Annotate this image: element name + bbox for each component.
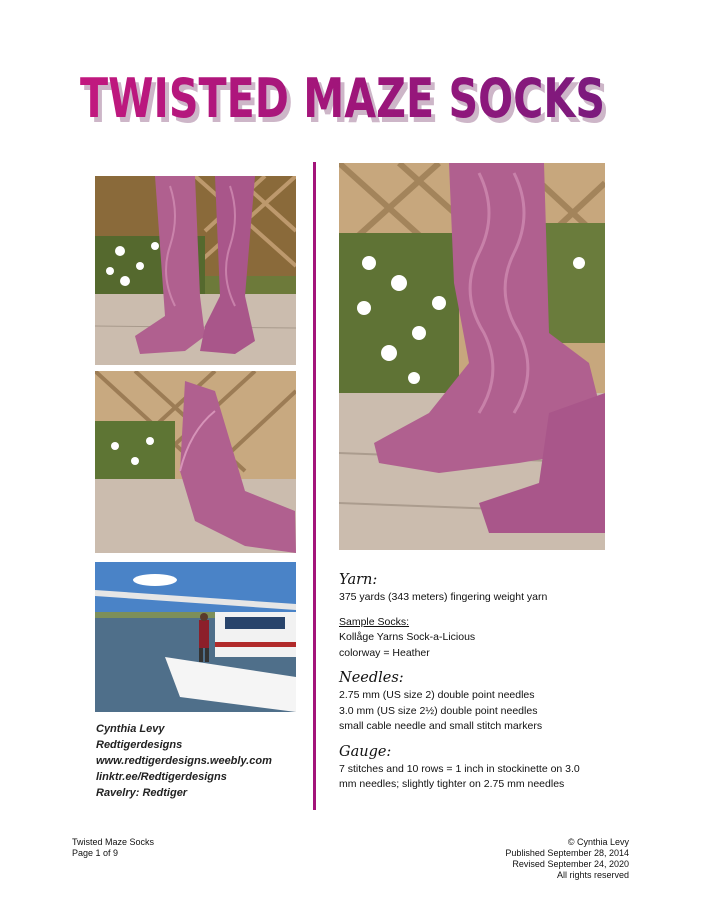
sample-socks-heading: Sample Socks:	[339, 615, 410, 628]
yarn-section	[339, 571, 609, 661]
photo-sock-heel	[95, 371, 296, 553]
photo-floatplane	[95, 562, 296, 712]
footer-published: Published September 28, 2014	[505, 848, 629, 858]
footer-right	[505, 837, 629, 881]
sample-yarn-line: Kollåge Yarns Sock-a-Licious	[339, 631, 476, 643]
photo-pair-of-socks	[95, 176, 296, 365]
svg-text:TWISTED MAZE SOCKS: TWISTED MAZE SOCKS	[84, 72, 609, 135]
needles-line-2: 3.0 mm (US size 2½) double point needles	[339, 704, 538, 717]
yarn-heading: Yarn:	[339, 572, 378, 588]
footer-rights: All rights reserved	[556, 870, 629, 880]
footer-revised: Revised September 24, 2020	[512, 859, 629, 869]
gauge-line-2: mm needles; slightly tighter on 2.75 mm needles	[339, 778, 565, 790]
yarn-text: 375 yards (343 meters) fingering weight yarn	[339, 591, 548, 603]
needles-line-1: 2.75 mm (US size 2) double point needles	[339, 689, 535, 701]
footer-page-number: Page 1 of 9	[72, 848, 119, 858]
pattern-info	[339, 571, 609, 801]
needles-heading: Needles:	[339, 670, 404, 686]
designer-ravelry: Ravelry: Redtiger	[96, 787, 188, 799]
designer-name: Cynthia Levy	[96, 723, 165, 735]
page-title	[70, 60, 630, 150]
designer-website-link[interactable]: www.redtigerdesigns.weebly.com	[96, 755, 272, 767]
designer-company: Redtigerdesigns	[96, 739, 183, 751]
footer-copyright: © Cynthia Levy	[567, 837, 629, 847]
footer-doc-title: Twisted Maze Socks	[72, 837, 155, 847]
designer-linktree-link[interactable]: linktr.ee/Redtigerdesigns	[96, 771, 227, 783]
vertical-divider	[313, 162, 316, 810]
gauge-heading: Gauge:	[339, 743, 392, 760]
title-text: TWISTED MAZE SOCKS	[80, 67, 605, 130]
gauge-line-1: 7 stitches and 10 rows = 1 inch in stockinette on 3.0	[339, 762, 580, 775]
photo-sock-closeup	[339, 163, 605, 550]
footer-left	[72, 837, 154, 859]
needles-section	[339, 669, 609, 735]
gauge-section	[339, 743, 609, 793]
needles-line-3: small cable needle and small stitch markers	[339, 720, 543, 732]
sample-colorway-line: colorway = Heather	[339, 646, 430, 659]
designer-credits	[96, 721, 306, 801]
